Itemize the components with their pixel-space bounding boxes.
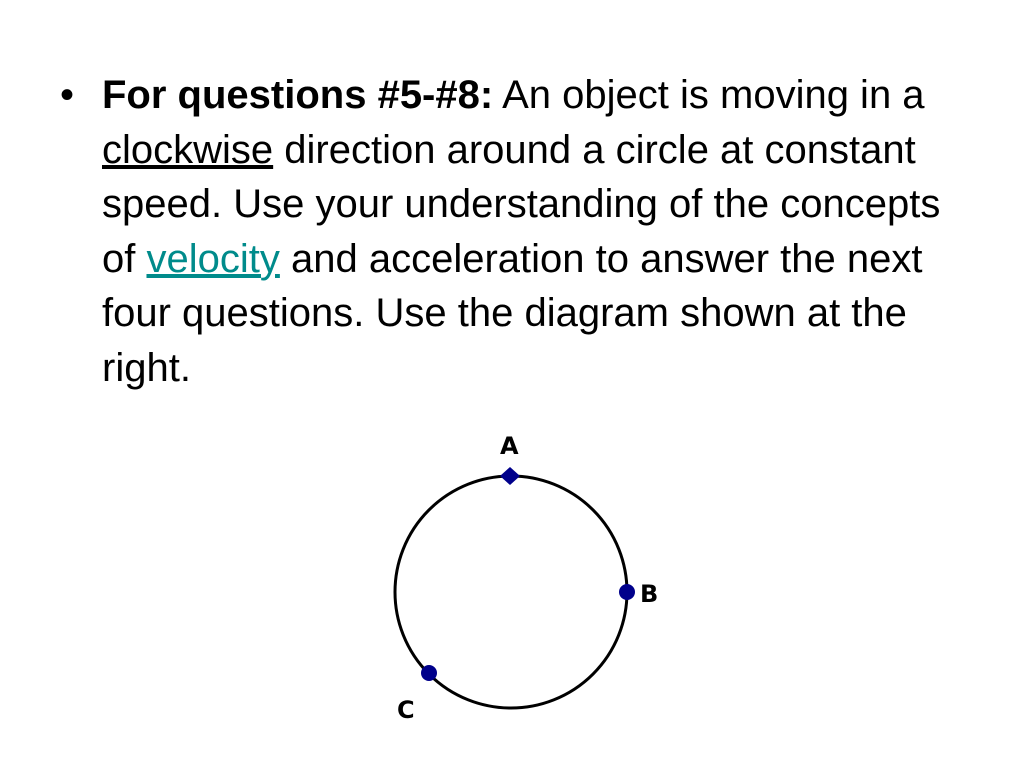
circular-motion-diagram bbox=[370, 420, 690, 740]
point-b-label: B bbox=[640, 580, 659, 608]
question-instructions bbox=[102, 68, 960, 395]
clockwise-emphasis: clockwise bbox=[102, 127, 274, 172]
point-a-label: A bbox=[500, 432, 519, 460]
point-b-marker bbox=[619, 584, 635, 600]
instruction-text-1: An object is moving in a bbox=[493, 73, 925, 117]
velocity-link[interactable]: velocity bbox=[146, 236, 280, 281]
bullet-icon: • bbox=[60, 73, 75, 117]
instruction-text-3: and acceleration to answer the next four questions. Use the diagram shown at the right. bbox=[102, 236, 923, 390]
question-range-heading: For questions #5-#8: bbox=[102, 73, 494, 117]
point-a-marker bbox=[500, 467, 520, 485]
point-c-marker bbox=[421, 665, 437, 681]
point-c-label: C bbox=[397, 696, 415, 724]
instruction-text-2: direction around a circle at constant speed. Use your understanding of the concepts of bbox=[102, 127, 941, 281]
